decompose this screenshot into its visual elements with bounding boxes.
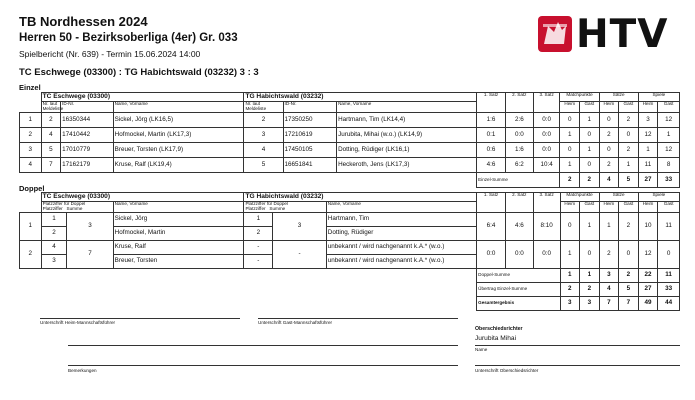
header-platzziffer (41, 202, 113, 213)
header-heim: Heim (638, 202, 658, 213)
doppel-sum-label: Doppel-Summe (477, 269, 560, 283)
header-gast: Gast (580, 102, 600, 113)
total-games-heim: 49 (638, 297, 658, 311)
einzel-table (19, 92, 680, 188)
set1-score: 1:6 (477, 113, 506, 128)
row-position: 1 (20, 213, 42, 241)
carry-games-heim: 27 (638, 283, 658, 297)
header-name-guest: Name, Vorname (326, 202, 476, 213)
section-einzel: Einzel (19, 83, 41, 92)
table-row (20, 241, 680, 255)
games-gast: 12 (658, 113, 680, 128)
match-gast: 1 (580, 113, 600, 128)
guest-sum: - (273, 241, 327, 269)
total-match-gast: 3 (580, 297, 600, 311)
row-position: 2 (20, 241, 42, 269)
carry-row (20, 283, 680, 297)
carry-sets-heim: 4 (599, 283, 619, 297)
home-player: Breuer, Torsten (LK17,9) (113, 143, 244, 158)
set1-score: 0:0 (477, 241, 506, 269)
header-summe-label: Summe (66, 205, 83, 211)
guest-player: Dotting, Rüdiger (LK16,1) (337, 143, 477, 158)
sets-heim: 2 (599, 158, 619, 173)
home-nr: 4 (41, 128, 61, 143)
total-games-gast: 44 (658, 297, 680, 311)
sum-games-heim: 27 (638, 173, 658, 188)
home-id: 16350344 (61, 113, 114, 128)
sets-gast: 2 (619, 213, 639, 241)
carry-games-gast: 33 (658, 283, 680, 297)
total-match-heim: 3 (560, 297, 580, 311)
referee-name: Jurubita Mihai (475, 335, 517, 342)
sets-heim: 2 (599, 128, 619, 143)
sum-games-gast: 11 (658, 269, 680, 283)
sets-gast: 2 (619, 113, 639, 128)
sets-gast: 2 (619, 143, 639, 158)
remarks-line-1 (68, 345, 458, 346)
total-label: Gesamtergebnis (477, 297, 560, 311)
set1-score: 0:6 (477, 143, 506, 158)
referee-sig-label: Unterschrift Oberschiedsrichter (475, 368, 539, 373)
header-heim: Heim (599, 202, 619, 213)
header-heim: Heim (560, 102, 580, 113)
sets-gast: 1 (619, 158, 639, 173)
match-heim: 1 (560, 241, 580, 269)
guest-player: unbekannt / wird nachgenannt k.A.* (w.o.) (326, 255, 476, 269)
guest-sum: 3 (273, 213, 327, 241)
section-doppel: Doppel (19, 184, 45, 193)
referee-label: Oberschiedsrichter (475, 326, 523, 332)
sum-match-gast: 1 (580, 269, 600, 283)
match-title: TC Eschwege (03300) : TG Habichtswald (03232) 3 : 3 (19, 67, 259, 78)
league-title: Herren 50 - Bezirksoberliga (4er) Gr. 033 (19, 32, 238, 44)
einzel-home-team: TC Eschwege (03300) (41, 93, 244, 102)
set3-score: 8:10 (533, 213, 560, 241)
set3-score: 10:4 (533, 158, 560, 173)
carry-match-heim: 2 (560, 283, 580, 297)
home-nr: 7 (41, 158, 61, 173)
home-player: Breuer, Torsten (113, 255, 244, 269)
sets-heim: 0 (599, 143, 619, 158)
logo-text: HTV (576, 12, 669, 57)
set3-score: 0:0 (533, 113, 560, 128)
guest-id: 17210619 (283, 128, 337, 143)
guest-player: Hartmann, Tim (326, 213, 476, 227)
total-sets-heim: 7 (599, 297, 619, 311)
carry-label: Übertrag Einzel-Summe (477, 283, 560, 297)
header-heim: Heim (638, 102, 658, 113)
sum-sets-gast: 5 (619, 173, 639, 188)
sets-gast: 0 (619, 128, 639, 143)
home-sum: 7 (67, 241, 113, 269)
home-player: Hofmockel, Martin (LK17,3) (113, 128, 244, 143)
guest-nr: 3 (244, 128, 283, 143)
match-gast: 1 (580, 143, 600, 158)
header-heim: Heim (599, 102, 619, 113)
htv-logo (538, 12, 678, 57)
header-gast: Gast (619, 202, 639, 213)
header-nr-guest: Nr. laut Meldeliste (244, 102, 283, 113)
header-name: Name, Vorname (113, 102, 244, 113)
home-id: 17162179 (61, 158, 114, 173)
table-row (20, 143, 680, 158)
set3-score: 0:0 (533, 241, 560, 269)
guest-id: 17350250 (283, 113, 337, 128)
home-platz: 1 (41, 213, 67, 227)
guest-player: Dotting, Rüdiger (326, 227, 476, 241)
sum-sets-heim: 3 (599, 269, 619, 283)
guest-platz: 2 (244, 227, 273, 241)
table-row (20, 113, 680, 128)
header-nr: Nr. laut Meldeliste (42, 101, 64, 111)
header-gast: Gast (658, 102, 680, 113)
guest-player: Jurubita, Mihai (w.o.) (LK14,9) (337, 128, 477, 143)
set2-score: 2:6 (505, 113, 533, 128)
einzel-sum-row (20, 173, 680, 188)
sig-home-line (40, 318, 240, 319)
remarks-line-2 (68, 365, 458, 366)
guest-id: 16651841 (283, 158, 337, 173)
header-matchpunkte: Matchpunkte (560, 193, 599, 202)
page-title: TB Nordhessen 2024 (19, 14, 148, 29)
header-saetze: Sätze (599, 193, 638, 202)
guest-player: Hartmann, Tim (LK14,4) (337, 113, 477, 128)
home-nr: 2 (41, 113, 61, 128)
header-spiele: Spiele (638, 193, 679, 202)
sig-guest-line (258, 318, 458, 319)
guest-platz: - (244, 241, 273, 255)
guest-platz: - (244, 255, 273, 269)
sum-match-heim: 1 (560, 269, 580, 283)
remarks-label: Bemerkungen (68, 368, 97, 373)
sum-games-heim: 22 (638, 269, 658, 283)
header-id-guest: ID-Nr. (283, 102, 337, 113)
games-heim: 12 (638, 128, 658, 143)
row-position: 4 (20, 158, 42, 173)
set1-score: 0:1 (477, 128, 506, 143)
header-id: ID-Nr. (61, 102, 114, 113)
doppel-table (19, 192, 680, 311)
set2-score: 1:6 (505, 143, 533, 158)
games-heim: 3 (638, 113, 658, 128)
header-set1: 1. Satz (477, 193, 506, 213)
match-heim: 0 (560, 213, 580, 241)
header-name-guest: Name, Vorname (337, 102, 477, 113)
match-heim: 1 (560, 128, 580, 143)
games-gast: 11 (658, 213, 680, 241)
match-gast: 0 (580, 241, 600, 269)
guest-platz: 1 (244, 213, 273, 227)
header-platzziffer-label: Platzziffer (42, 205, 63, 211)
sum-match-heim: 2 (560, 173, 580, 188)
home-platz: 4 (41, 241, 67, 255)
home-player: Hofmockel, Martin (113, 227, 244, 241)
sum-sets-gast: 2 (619, 269, 639, 283)
home-sum: 3 (67, 213, 113, 241)
set1-score: 6:4 (477, 213, 506, 241)
match-gast: 0 (580, 128, 600, 143)
home-nr: 5 (41, 143, 61, 158)
home-id: 17410442 (61, 128, 114, 143)
match-heim: 0 (560, 113, 580, 128)
set2-score: 0:0 (505, 241, 533, 269)
header-platzziffer-label: Platzziffer (245, 205, 266, 211)
sets-gast: 0 (619, 241, 639, 269)
set1-score: 4:6 (477, 158, 506, 173)
set3-score: 0:0 (533, 143, 560, 158)
doppel-sum-row (20, 269, 680, 283)
home-player: Sickel, Jörg (LK16,5) (113, 113, 244, 128)
games-heim: 1 (638, 143, 658, 158)
header-platz-label: Platzziffer für Doppel (42, 201, 86, 206)
total-row (20, 297, 680, 311)
header-set2: 2. Satz (505, 93, 533, 113)
row-position: 2 (20, 128, 42, 143)
home-player: Sickel, Jörg (113, 213, 244, 227)
match-gast: 0 (580, 158, 600, 173)
table-row (20, 213, 680, 227)
match-heim: 0 (560, 143, 580, 158)
header-matchpunkte: Matchpunkte (560, 93, 599, 102)
match-heim: 1 (560, 158, 580, 173)
header-gast: Gast (658, 202, 680, 213)
guest-player: unbekannt / wird nachgenannt k.A.* (w.o.) (326, 241, 476, 255)
header-platz-label: Platzziffer für Doppel (245, 201, 289, 206)
sum-sets-heim: 4 (599, 173, 619, 188)
sets-heim: 0 (599, 113, 619, 128)
referee-name-line (475, 345, 680, 346)
name-label: Name (475, 347, 488, 352)
header-name: Name, Vorname (113, 202, 244, 213)
einzel-guest-team: TG Habichtswald (03232) (244, 93, 477, 102)
header-summe-label: Summe (269, 205, 286, 211)
set2-score: 0:0 (505, 128, 533, 143)
guest-id: 17450105 (283, 143, 337, 158)
home-platz: 3 (41, 255, 67, 269)
doppel-guest-team: TG Habichtswald (03232) (244, 193, 477, 202)
doppel-home-team: TC Eschwege (03300) (41, 193, 244, 202)
header-gast: Gast (619, 102, 639, 113)
sum-games-gast: 33 (658, 173, 680, 188)
header-gast: Gast (580, 202, 600, 213)
header-saetze: Sätze (599, 93, 638, 102)
set3-score: 0:0 (533, 128, 560, 143)
referee-sig-line (475, 365, 680, 366)
carry-match-gast: 2 (580, 283, 600, 297)
header-set3: 3. Satz (533, 93, 560, 113)
header-platzziffer-guest (244, 202, 326, 213)
sig-home-label: Unterschrift Heim-Mannschaftsführer (40, 320, 116, 325)
games-heim: 10 (638, 213, 658, 241)
sets-heim: 1 (599, 213, 619, 241)
header-set3: 3. Satz (533, 193, 560, 213)
header-set1: 1. Satz (477, 93, 506, 113)
games-gast: 12 (658, 143, 680, 158)
home-id: 17010779 (61, 143, 114, 158)
guest-nr: 2 (244, 113, 283, 128)
games-gast: 8 (658, 158, 680, 173)
games-heim: 12 (638, 241, 658, 269)
games-gast: 1 (658, 128, 680, 143)
set2-score: 6:2 (505, 158, 533, 173)
set2-score: 4:6 (505, 213, 533, 241)
header-set2: 2. Satz (505, 193, 533, 213)
home-player: Kruse, Ralf (113, 241, 244, 255)
games-gast: 0 (658, 241, 680, 269)
guest-nr: 4 (244, 143, 283, 158)
home-platz: 2 (41, 227, 67, 241)
sum-match-gast: 2 (580, 173, 600, 188)
sig-guest-label: Unterschrift Gast-Mannschaftsführer (258, 320, 333, 325)
guest-player: Heckeroth, Jens (LK17,3) (337, 158, 477, 173)
table-row (20, 128, 680, 143)
row-position: 1 (20, 113, 42, 128)
sets-heim: 2 (599, 241, 619, 269)
guest-nr: 5 (244, 158, 283, 173)
header-spiele: Spiele (638, 93, 679, 102)
carry-sets-gast: 5 (619, 283, 639, 297)
report-info: Spielbericht (Nr. 639) - Termin 15.06.2024 14:00 (19, 49, 201, 59)
row-position: 3 (20, 143, 42, 158)
total-sets-gast: 7 (619, 297, 639, 311)
match-gast: 1 (580, 213, 600, 241)
games-heim: 11 (638, 158, 658, 173)
table-row (20, 158, 680, 173)
home-player: Kruse, Ralf (LK19,4) (113, 158, 244, 173)
einzel-sum-label: Einzel-Summe (477, 173, 560, 188)
header-heim: Heim (560, 202, 580, 213)
